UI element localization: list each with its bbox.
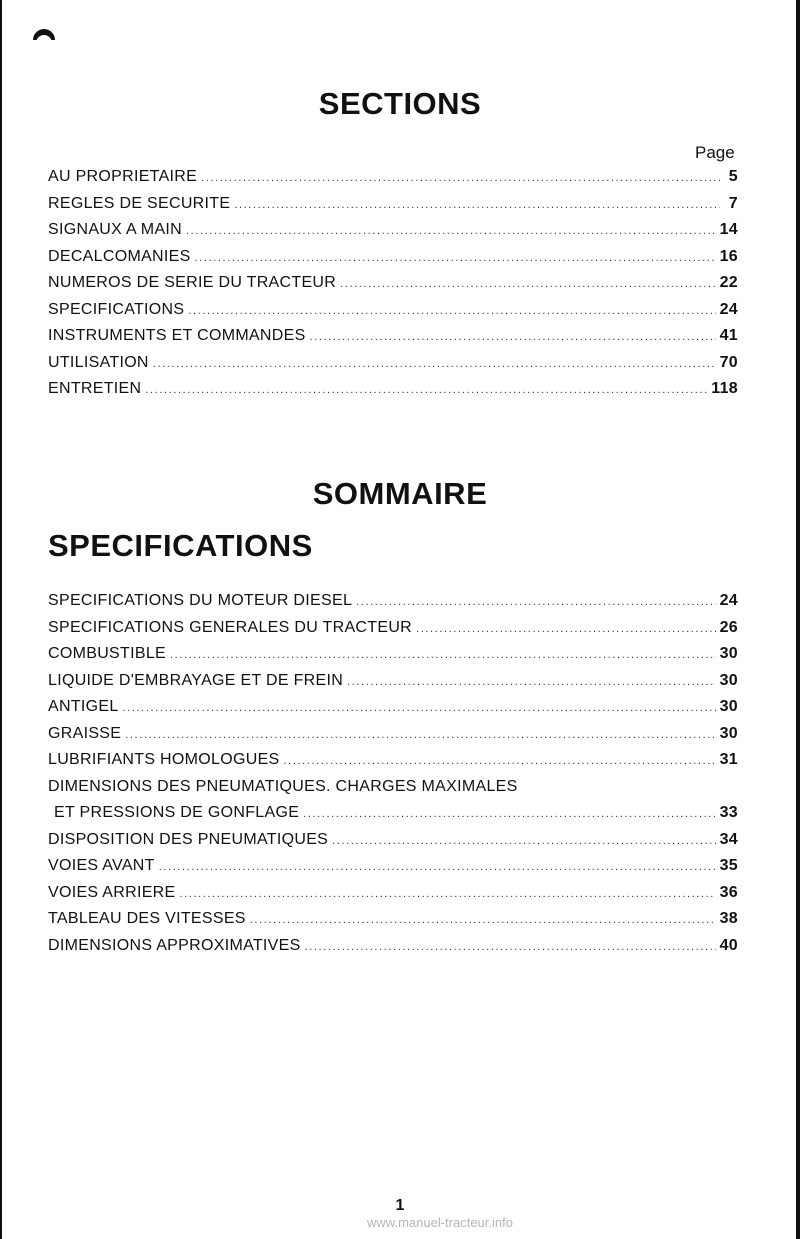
toc-row[interactable] — [48, 221, 738, 248]
toc-row[interactable] — [48, 354, 738, 381]
toc-page: 24 — [719, 300, 738, 318]
dot-leader — [201, 172, 720, 184]
page-column-header: Page — [695, 143, 735, 162]
toc-row[interactable] — [48, 301, 738, 328]
toc-label: DECALCOMANIES — [48, 247, 191, 265]
toc-label: SPECIFICATIONS — [48, 300, 185, 318]
dot-leader — [356, 596, 715, 608]
toc-label: ANTIGEL — [48, 698, 119, 715]
toc-label: AU PROPRIETAIRE — [48, 168, 198, 185]
toc-page: 34 — [719, 830, 738, 848]
toc-page: 33 — [719, 804, 738, 821]
toc-label: ENTRETIEN — [48, 380, 142, 397]
toc-row-multiline-start[interactable] — [48, 778, 738, 805]
toc-page: 36 — [719, 883, 738, 901]
dot-leader — [180, 888, 716, 900]
toc-label: REGLES DE SECURITE — [48, 194, 231, 212]
page-number: 1 — [395, 1197, 405, 1214]
dot-leader — [250, 914, 716, 926]
toc-label: DIMENSIONS DES PNEUMATIQUES. CHARGES MAXIMALES — [48, 777, 518, 795]
toc-row[interactable] — [48, 248, 738, 275]
dot-leader — [145, 384, 707, 396]
dot-leader — [303, 808, 715, 820]
dot-leader — [347, 676, 716, 688]
toc-row[interactable] — [48, 857, 738, 884]
toc-row[interactable] — [48, 672, 738, 699]
toc-page: 30 — [719, 645, 738, 662]
toc-label: TABLEAU DES VITESSES — [48, 910, 246, 927]
toc-label: VOIES AVANT — [48, 857, 155, 874]
toc-page: 35 — [719, 857, 738, 874]
toc-page: 24 — [719, 592, 738, 609]
toc-label: INSTRUMENTS ET COMMANDES — [48, 327, 306, 344]
corner-mark-icon — [33, 29, 55, 40]
toc-label: LIQUIDE D'EMBRAYAGE ET DE FREIN — [48, 671, 344, 689]
toc-page: 38 — [719, 910, 738, 927]
dot-leader — [186, 225, 716, 237]
watermark-link[interactable]: www.manuel-tracteur.info — [367, 1215, 513, 1230]
sommaire-title: SOMMAIRE — [312, 476, 488, 511]
toc-page: 22 — [719, 274, 738, 291]
dot-leader — [284, 755, 716, 767]
toc-label: VOIES ARRIERE — [48, 883, 176, 901]
dot-leader — [123, 702, 716, 714]
dot-leader — [159, 861, 716, 873]
toc-page: 30 — [719, 698, 738, 715]
toc-page: 118 — [711, 380, 738, 397]
dot-leader — [305, 941, 716, 953]
dot-leader — [153, 358, 716, 370]
toc-label: UTILISATION — [48, 353, 149, 371]
dot-leader — [170, 649, 716, 661]
dot-leader — [310, 331, 716, 343]
toc-row[interactable] — [48, 910, 738, 937]
toc-row[interactable] — [48, 645, 738, 672]
toc-row[interactable] — [48, 751, 738, 778]
toc-row[interactable] — [48, 592, 738, 619]
toc-page: 16 — [719, 247, 738, 265]
toc-row[interactable] — [48, 274, 738, 301]
dot-leader — [125, 729, 715, 741]
toc-row[interactable] — [48, 195, 738, 222]
toc-label: SIGNAUX A MAIN — [48, 221, 183, 238]
toc-page: 40 — [719, 936, 738, 954]
toc-label: SPECIFICATIONS DU MOTEUR DIESEL — [48, 592, 353, 609]
toc-label: DISPOSITION DES PNEUMATIQUES — [48, 830, 329, 848]
dot-leader — [332, 835, 715, 847]
scan-edge-right — [796, 0, 800, 1239]
dot-leader — [340, 278, 715, 290]
toc-row[interactable] — [48, 937, 738, 964]
toc-label: NUMEROS DE SERIE DU TRACTEUR — [48, 274, 337, 291]
toc-row[interactable] — [48, 168, 738, 195]
sections-toc — [48, 168, 738, 407]
toc-row-multiline-end[interactable] — [48, 804, 738, 831]
dot-leader — [195, 252, 716, 264]
specifications-subtitle: SPECIFICATIONS — [48, 528, 313, 563]
toc-page: 30 — [719, 671, 738, 689]
toc-row[interactable] — [48, 327, 738, 354]
toc-label: GRAISSE — [48, 724, 122, 742]
dot-leader — [188, 305, 715, 317]
toc-page: 5 — [728, 168, 738, 185]
toc-page: 30 — [719, 724, 738, 742]
toc-row[interactable] — [48, 884, 738, 911]
toc-row[interactable] — [48, 725, 738, 752]
toc-page: 26 — [719, 618, 738, 636]
toc-page: 14 — [719, 221, 738, 238]
sections-title: SECTIONS — [318, 86, 482, 121]
dot-leader — [416, 623, 716, 635]
dot-leader — [234, 199, 720, 211]
toc-label: LUBRIFIANTS HOMOLOGUES — [48, 751, 280, 768]
toc-page: 31 — [719, 751, 738, 768]
sommaire-toc — [48, 592, 738, 963]
toc-label: COMBUSTIBLE — [48, 645, 166, 662]
toc-row[interactable] — [48, 698, 738, 725]
toc-label: ET PRESSIONS DE GONFLAGE — [54, 804, 300, 821]
scan-edge-left — [0, 0, 2, 1239]
toc-label: SPECIFICATIONS GENERALES DU TRACTEUR — [48, 618, 413, 636]
toc-label: DIMENSIONS APPROXIMATIVES — [48, 936, 301, 954]
toc-row[interactable] — [48, 619, 738, 646]
toc-page: 41 — [719, 327, 738, 344]
toc-page: 70 — [719, 353, 738, 371]
toc-row[interactable] — [48, 831, 738, 858]
toc-row[interactable] — [48, 380, 738, 407]
toc-page: 7 — [728, 194, 738, 212]
